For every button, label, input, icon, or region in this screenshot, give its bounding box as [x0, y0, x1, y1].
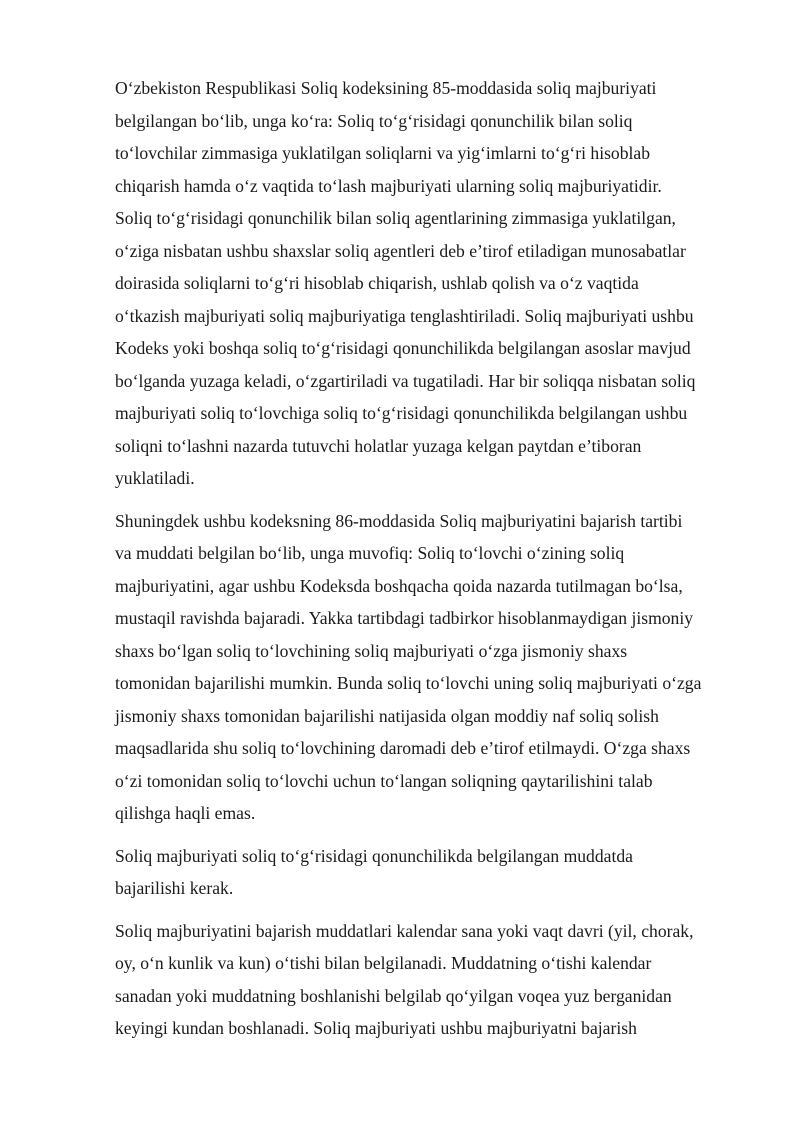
paragraph-article-86 — [115, 505, 745, 830]
text-line: doirasida soliqlarni to‘g‘ri hisoblab chiqarish, ushlab qolish va o‘z vaqtida — [115, 273, 639, 293]
document-body — [115, 72, 745, 1055]
text-line: qilishga haqli emas. — [115, 803, 256, 823]
text-line: yuklatiladi. — [115, 468, 195, 488]
text-line: tomonidan bajarilishi mumkin. Bunda soliq to‘lovchi uning soliq majburiyati o‘zga — [115, 673, 702, 693]
text-line: o‘tkazish majburiyati soliq majburiyatiga tenglashtiriladi. Soliq majburiyati ushbu — [115, 305, 694, 326]
text-line: O‘zbekiston Respublikasi Soliq kodeksining 85-moddasida soliq majburiyati — [115, 78, 657, 98]
text-line: Kodeks yoki boshqa soliq to‘g‘risidagi qonunchilikda belgilangan asoslar mavjud — [115, 338, 691, 358]
text-line: majburiyatini, agar ushbu Kodeksda boshqacha qoida nazarda tutilmagan bo‘lsa, — [115, 575, 683, 596]
text-line: majburiyati soliq to‘lovchiga soliq to‘g‘risidagi qonunchilikda belgilangan ushbu — [115, 403, 688, 423]
text-line: chiqarish hamda o‘z vaqtida to‘lash majburiyati ularning soliq majburiyatidir. — [115, 175, 662, 196]
text-line: shaxs bo‘lgan soliq to‘lovchining soliq majburiyati o‘zga jismoniy shaxs — [115, 640, 628, 661]
text-line: maqsadlarida shu soliq to‘lovchining daromadi deb e’tirof etilmaydi. O‘zga shaxs — [115, 738, 691, 758]
paragraph-deadline — [115, 840, 745, 905]
text-line: o‘ziga nisbatan ushbu shaxslar soliq agentleri deb e’tirof etiladigan munosabatlar — [115, 240, 686, 261]
text-line: to‘lovchilar zimmasiga yuklatilgan soliqlarni va yig‘imlarni to‘g‘ri hisoblab — [115, 143, 651, 163]
text-line: mustaqil ravishda bajaradi. Yakka tartibdagi tadbirkor hisoblanmaydigan jismoniy — [115, 608, 694, 628]
paragraph-article-85 — [115, 72, 745, 495]
text-line: bo‘lganda yuzaga keladi, o‘zgartiriladi va tugatiladi. Har bir soliqqa nisbatan soliq — [115, 370, 696, 391]
text-line: belgilangan bo‘lib, unga ko‘ra: Soliq to‘g‘risidagi qonunchilik bilan soliq — [115, 110, 633, 131]
text-line: Soliq majburiyati soliq to‘g‘risidagi qonunchilikda belgilangan muddatda — [115, 845, 633, 866]
text-line: jismoniy shaxs tomonidan bajarilishi natijasida olgan moddiy naf soliq solish — [115, 705, 659, 726]
text-line: oy, o‘n kunlik va kun) o‘tishi bilan belgilanadi. Muddatning o‘tishi kalendar — [115, 953, 652, 973]
paragraph-terms — [115, 915, 745, 1045]
text-line: o‘zi tomonidan soliq to‘lovchi uchun to‘langan soliqning qaytarilishini talab — [115, 770, 653, 791]
text-line: Shuningdek ushbu kodeksning 86-moddasida Soliq majburiyatini bajarish tartibi — [115, 510, 683, 531]
text-line: Soliq to‘g‘risidagi qonunchilik bilan soliq agentlarining zimmasiga yuklatilgan, — [115, 208, 676, 228]
text-line: va muddati belgilan bo‘lib, unga muvofiq: Soliq to‘lovchi o‘zining soliq — [115, 543, 625, 563]
text-line: bajarilishi kerak. — [115, 878, 234, 898]
text-line: sanadan yoki muddatning boshlanishi belgilab qo‘yilgan voqea yuz berganidan — [115, 985, 672, 1006]
text-line: keyingi kundan boshlanadi. Soliq majburiyati ushbu majburiyatni bajarish — [115, 1018, 637, 1038]
text-line: soliqni to‘lashni nazarda tutuvchi holatlar yuzaga kelgan paytdan e’tiboran — [115, 435, 642, 456]
text-line: Soliq majburiyatini bajarish muddatlari kalendar sana yoki vaqt davri (yil, chorak, — [115, 920, 694, 941]
